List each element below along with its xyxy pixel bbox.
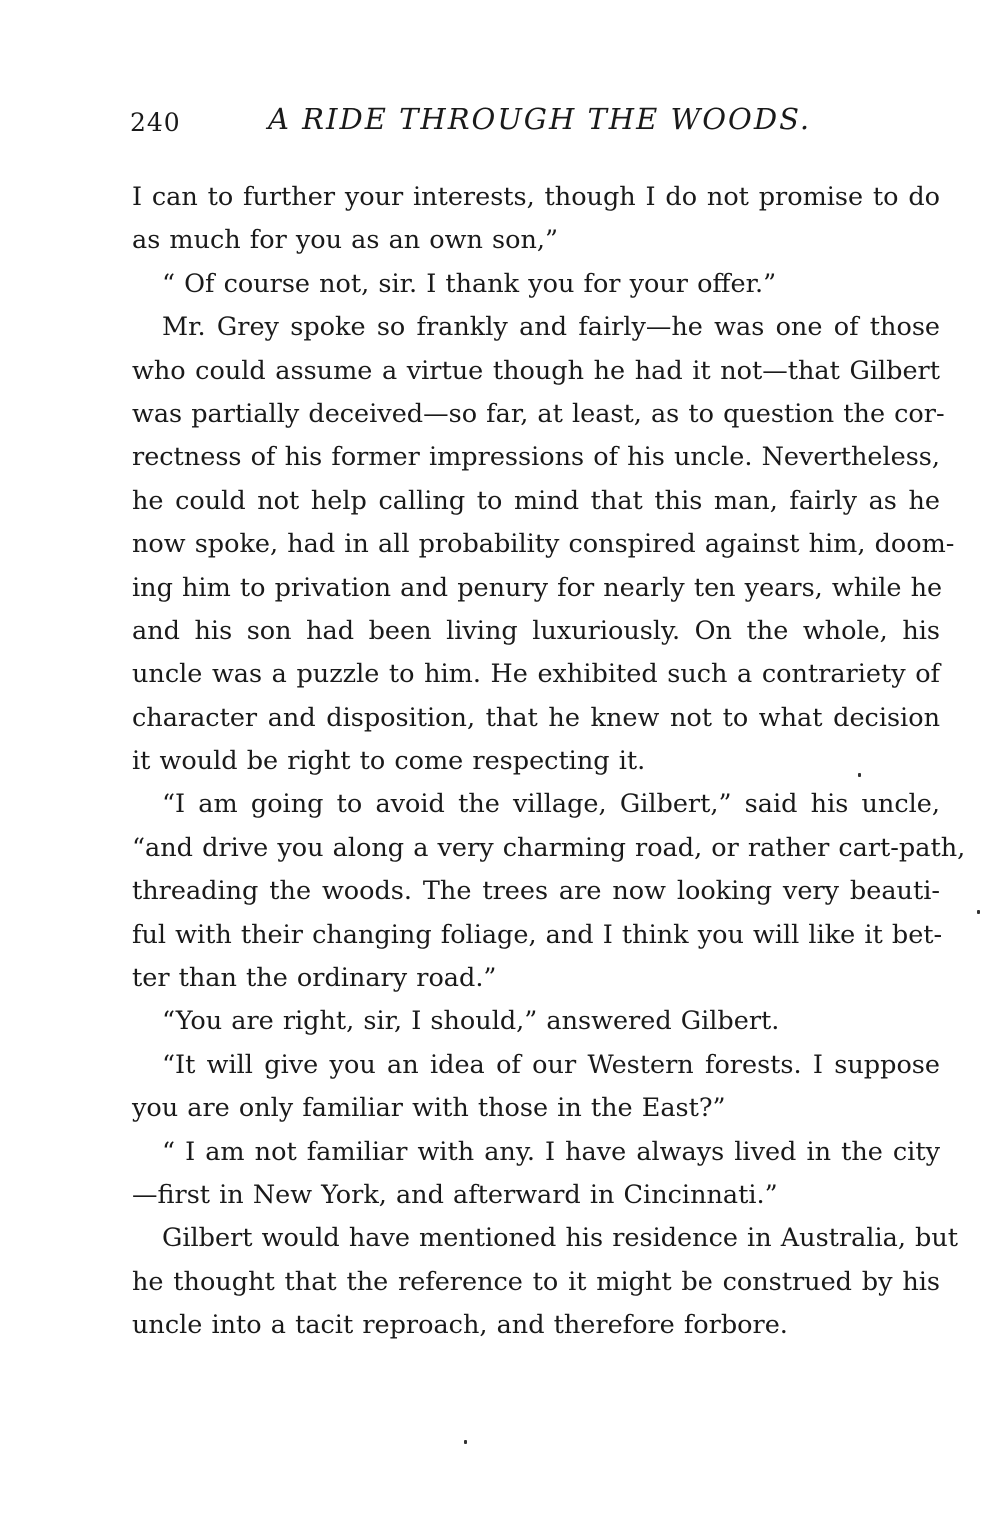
text-line: ing him to privation and penury for nearly ten years, while he [132,572,943,603]
paragraph [132,1131,940,1218]
text-line: “I am going to avoid the village, Gilbert,” said his uncle, [162,789,940,820]
text-line: character and disposition, that he knew not to what decision [132,702,940,733]
text-line: Gilbert would have mentioned his residence in Australia, but [162,1223,959,1254]
text-line: ter than the ordinary road.” [132,963,497,994]
text-line: threading the woods. The trees are now looking very beauti- [132,876,940,907]
paragraph [132,783,966,1000]
text-line: —first in New York, and afterward in Cincinnati.” [132,1179,778,1210]
text-line: you are only familiar with those in the East?” [132,1093,726,1124]
text-line: “ Of course not, sir. I thank you for your offer.” [162,268,777,299]
text-line: he could not help calling to mind that this man, fairly as he [132,485,940,516]
paragraph [132,1000,940,1043]
page-number: 240 [130,108,181,137]
text-line: who could assume a virtue though he had it not—that Gilbert [132,355,940,386]
print-speck [464,1440,467,1444]
text-line: it would be right to come respecting it. [132,746,646,777]
print-speck [977,910,980,914]
text-line: as much for you as an own son,” [132,225,559,256]
text-line: was partially deceived—so far, at least, as to question the cor- [132,398,945,429]
paragraph [132,176,940,263]
paragraph [132,306,955,783]
text-line: uncle was a puzzle to him. He exhibited such a contrariety of [132,659,940,690]
paragraph [132,1217,959,1347]
text-line: rectness of his former impressions of his uncle. Nevertheless, [132,442,940,473]
running-head: A RIDE THROUGH THE WOODS. [268,102,812,136]
paragraph [132,263,940,306]
print-speck [858,773,861,777]
text-line: “ I am not familiar with any. I have always lived in the city [162,1136,940,1167]
paragraph [132,1044,940,1131]
body-text [132,176,966,1348]
page-header [130,102,938,146]
text-line: ful with their changing foliage, and I think you will like it bet- [132,919,943,950]
text-line: “and drive you along a very charming road, or rather cart-path, [132,832,966,863]
text-line: “You are right, sir, I should,” answered Gilbert. [162,1006,780,1037]
text-line: now spoke, had in all probability conspired against him, doom- [132,529,955,560]
text-line: Mr. Grey spoke so frankly and fairly—he was one of those [162,312,940,343]
text-line: I can to further your interests, though I do not promise to do [132,182,940,212]
text-line: uncle into a tacit reproach, and therefore forbore. [132,1310,788,1341]
text-line: he thought that the reference to it might be construed by his [132,1266,940,1297]
text-line: “It will give you an idea of our Western forests. I suppose [162,1049,940,1080]
text-line: and his son had been living luxuriously. On the whole, his [132,615,940,646]
